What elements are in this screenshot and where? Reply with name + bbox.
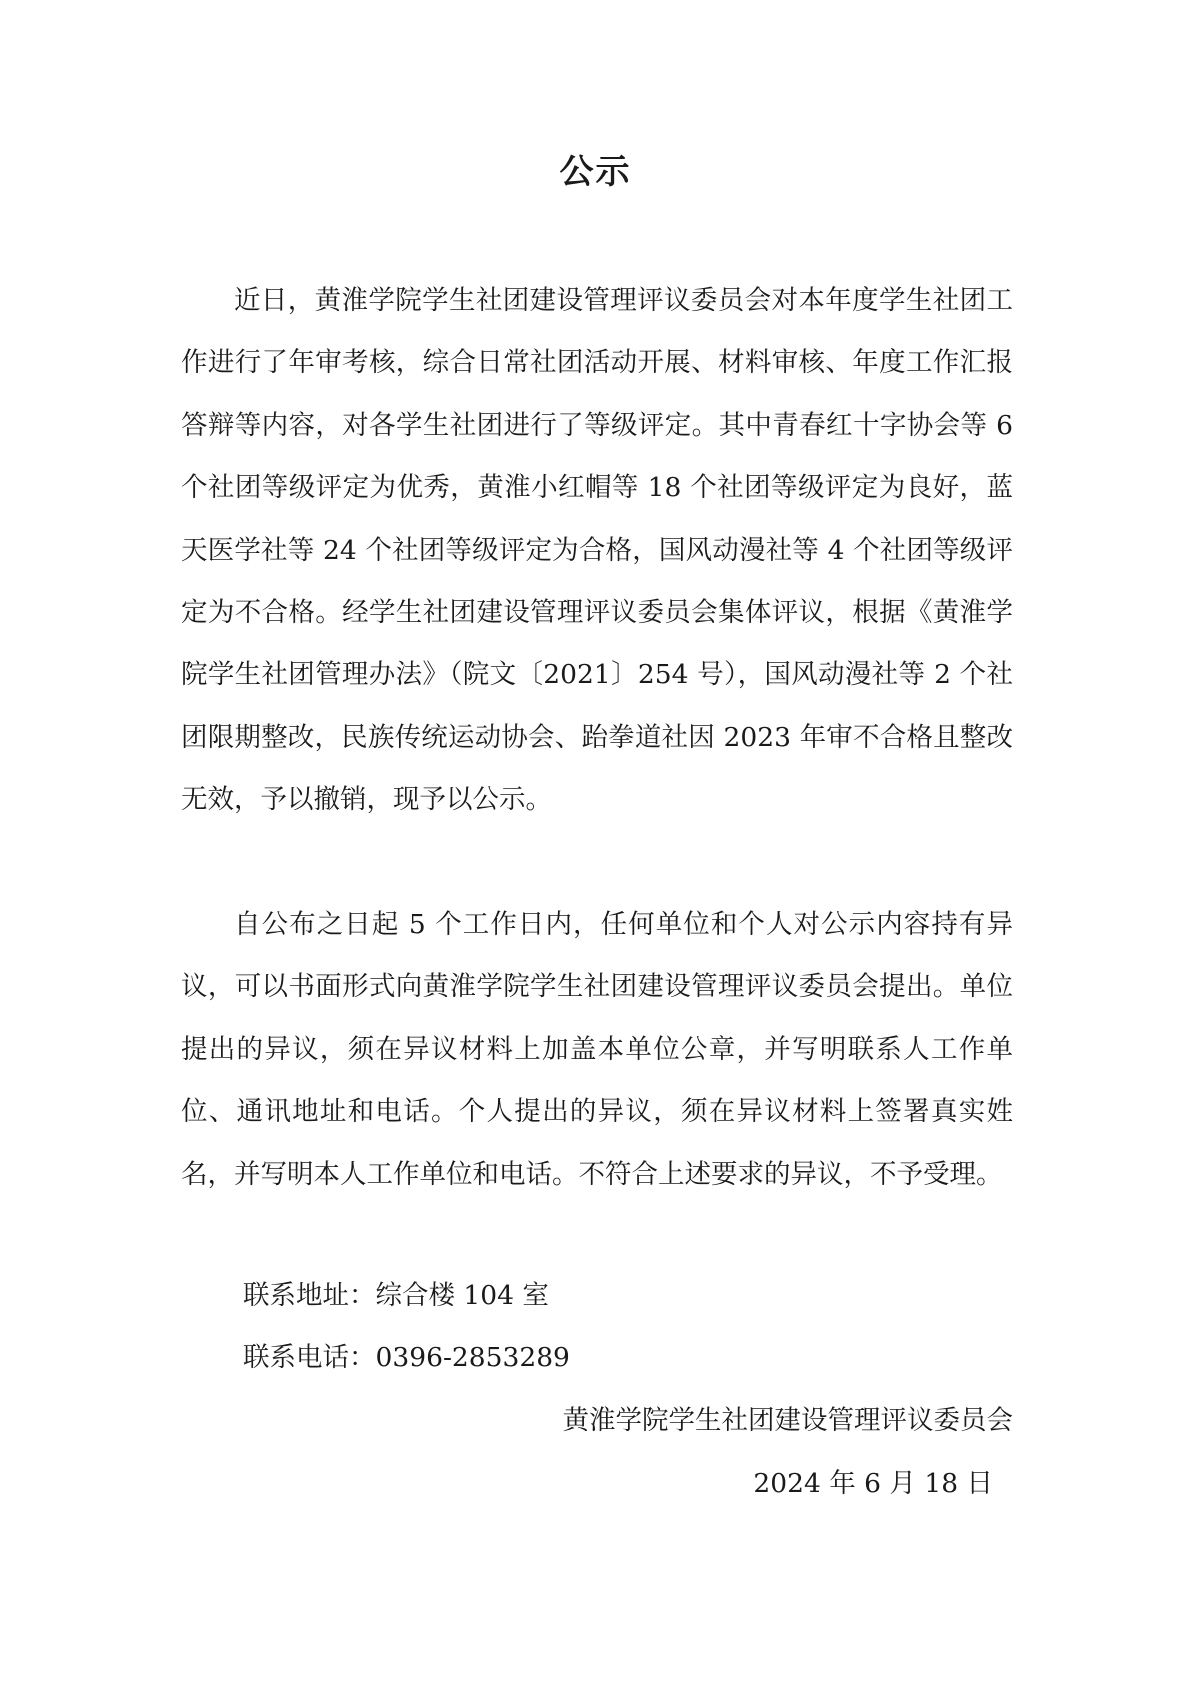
document-title: 公示 — [559, 152, 632, 192]
contact-address: 联系地址：综合楼 104 室 — [243, 1280, 549, 1311]
contact-phone: 联系电话：0396-2853289 — [243, 1342, 570, 1373]
body-paragraph-announcement: 近日，黄淮学院学生社团建设管理评议委员会对本年度学生社团工作进行了年审考核，综合日常社团活动开展、材料审核、年度工作汇报答辩等内容，对各学生社团进行了等级评定。其中青春红十字协会等 6 个社团等级评定为优秀，黄淮小红帽等 18 个社团等级评定为良好，蓝天医学社等 24 个社团等级评定为合格，国风动漫社等 4 个社团等级评定为不合格。经学生社团建设管理评议委员会集体评议，根据《黄淮学院学生社团管理办法》（院文〔2021〕254 号），国风动漫社等 2 个社团限期整改，民族传统运动协会、跆拳道社因 2023 年审不合格且整改无效，予以撤销，现予以公示。 — [181, 285, 1013, 816]
signature-organization: 黄淮学院学生社团建设管理评议委员会 — [562, 1405, 1013, 1436]
signature-date: 2024 年 6 月 18 日 — [753, 1468, 993, 1499]
body-paragraph-objection: 自公布之日起 5 个工作日内，任何单位和个人对公示内容持有异议，可以书面形式向黄淮学院学生社团建设管理评议委员会提出。单位提出的异议，须在异议材料上加盖本单位公章，并写明联系人工作单位、通讯地址和电话。个人提出的异议，须在异议材料上签署真实姓名，并写明本人工作单位和电话。不符合上述要求的异议，不予受理。 — [181, 909, 1013, 1190]
